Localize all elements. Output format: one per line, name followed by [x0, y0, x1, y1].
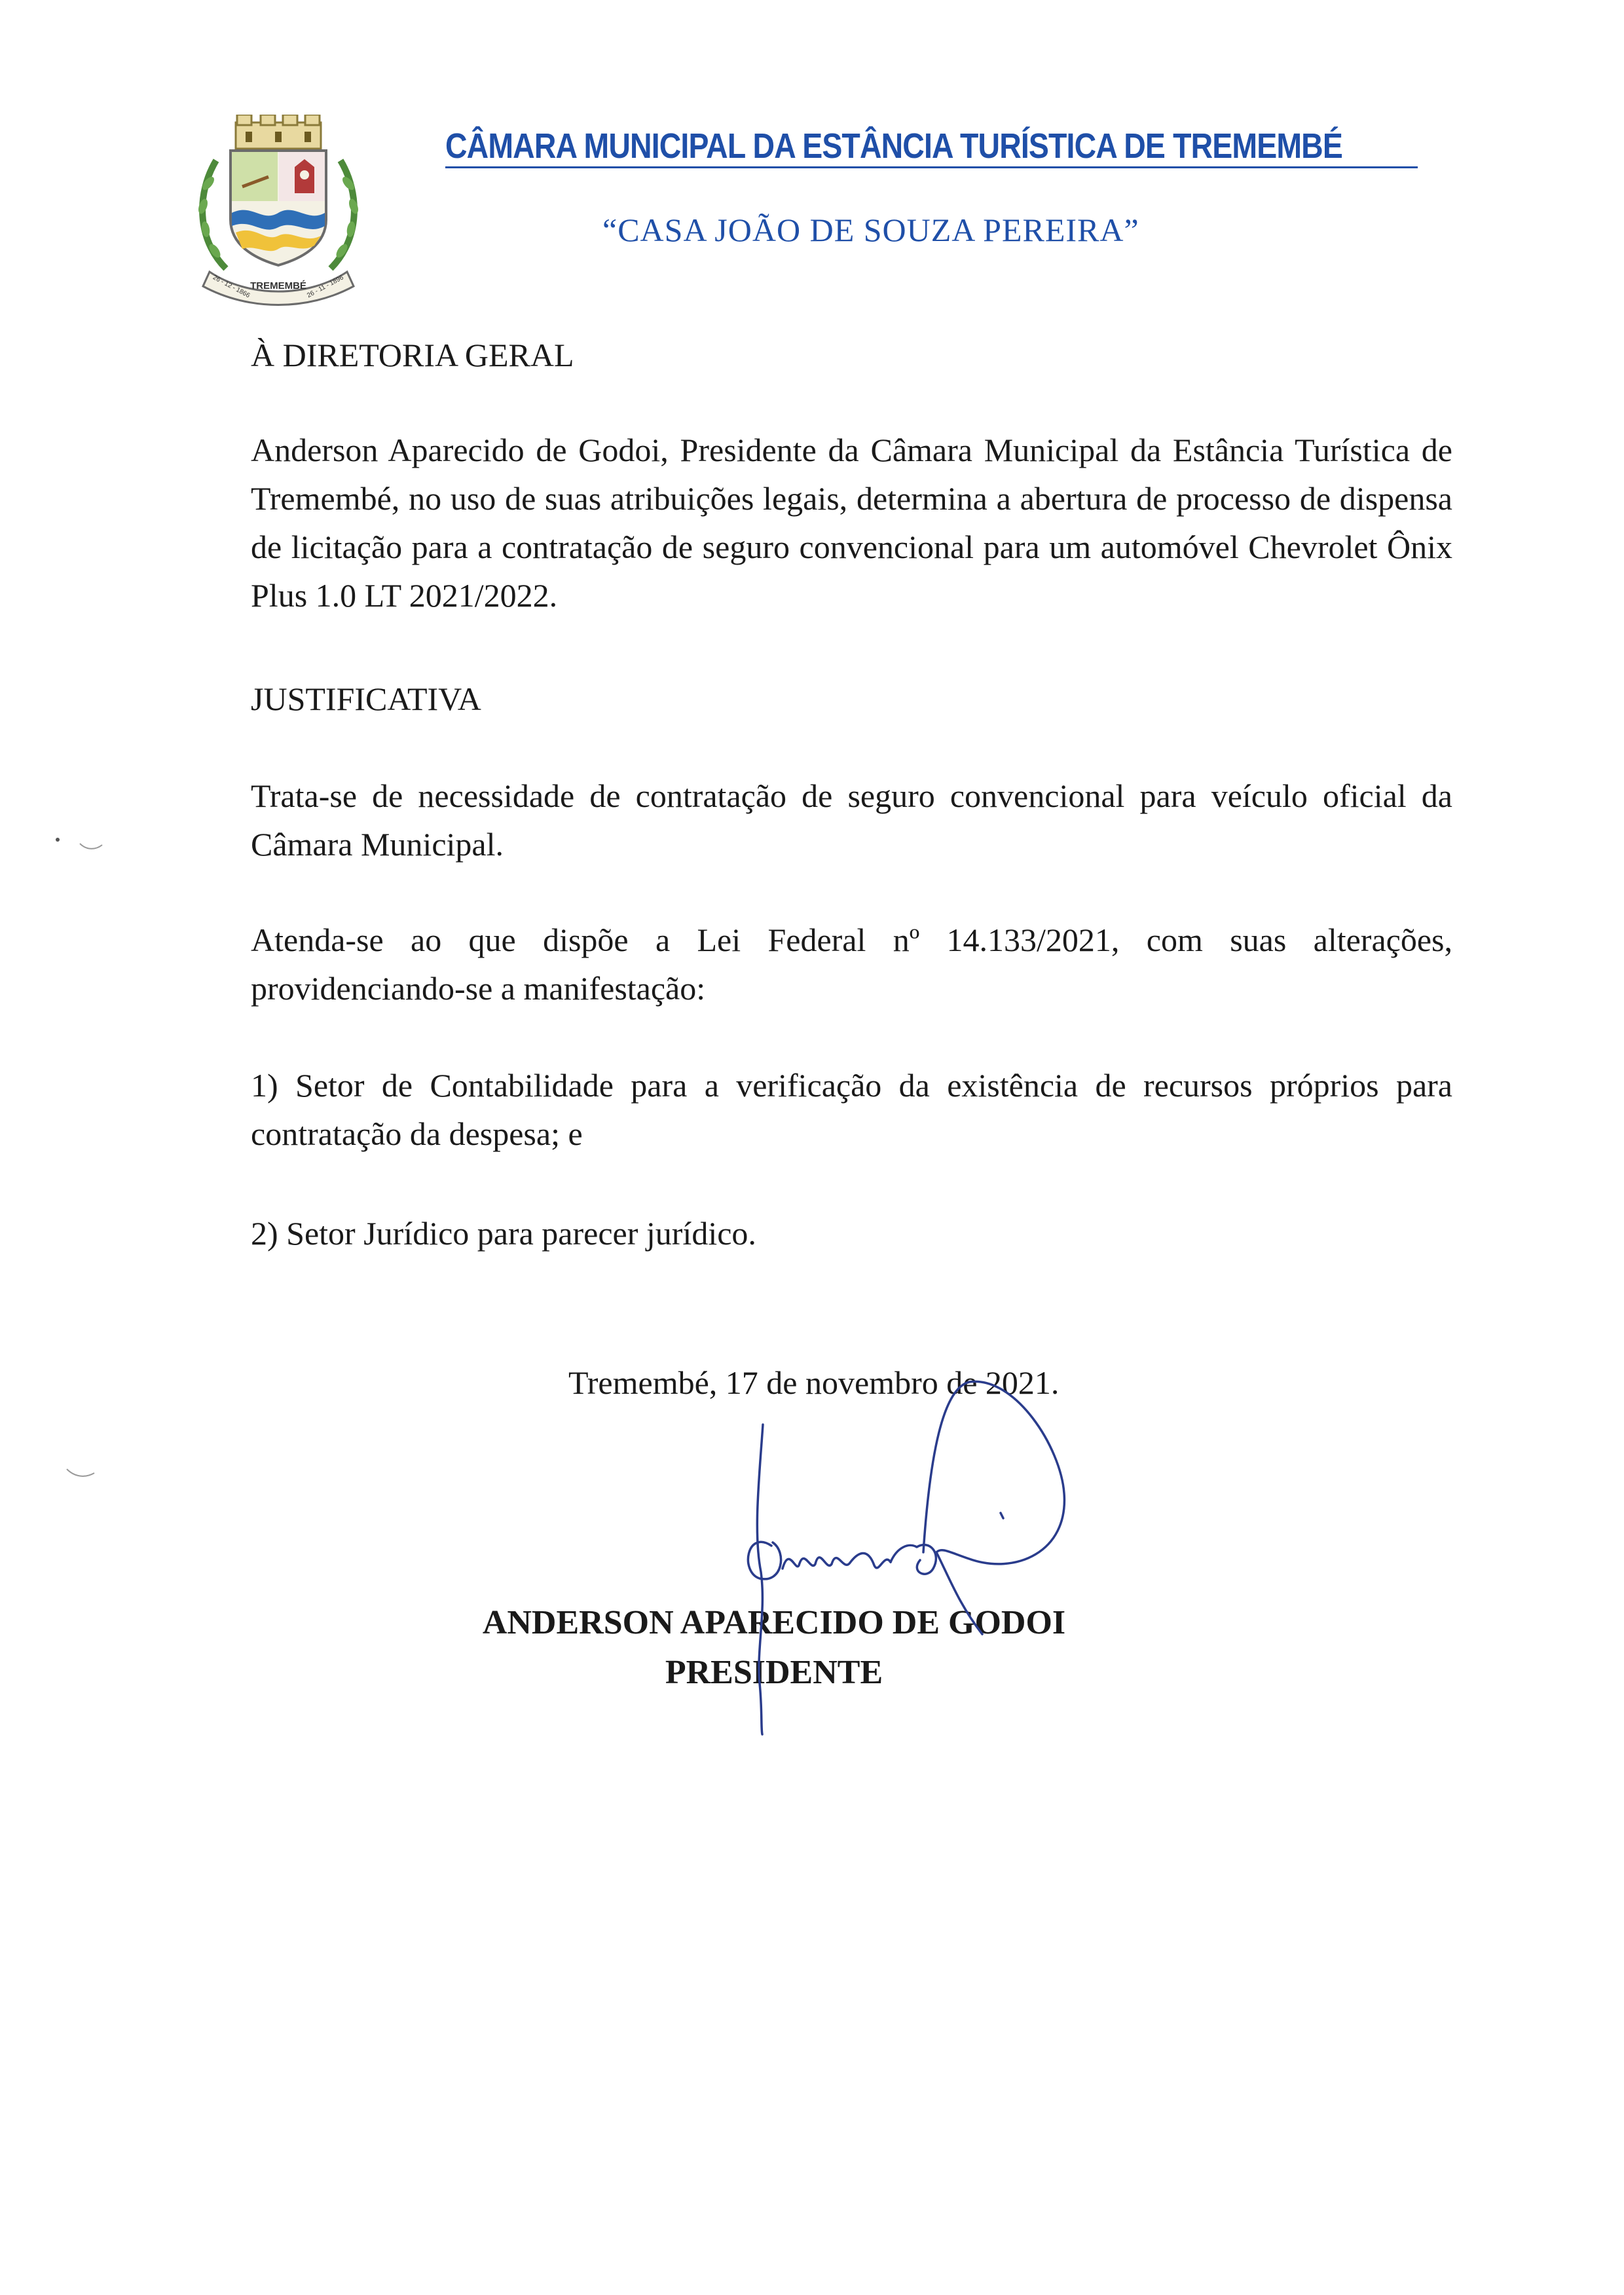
scan-artifact: [52, 832, 105, 858]
crest-banner-text: TREMEMBÉ: [250, 280, 306, 291]
title-underline: [445, 166, 1418, 168]
crest-date-right: 26 - 11 - 1896: [306, 274, 345, 300]
legal-basis-paragraph: Atenda-se ao que dispõe a Lei Federal nº 14.133/2021, com suas alterações, providenciando-se a manifestação:: [251, 922, 1452, 1007]
recipient-line: À DIRETORIA GERAL: [251, 337, 574, 373]
scan-artifact-2: [65, 1464, 105, 1483]
list-item-1: 1) Setor de Contabilidade para a verificação da existência de recursos próprios para contratação da despesa; e: [251, 1067, 1452, 1152]
justification-heading: JUSTIFICATIVA: [251, 681, 481, 717]
date-line: Tremembé, 17 de novembro de 2021.: [568, 1364, 1060, 1401]
signatory-name: ANDERSON APARECIDO DE GODOI: [482, 1604, 1066, 1641]
organization-title: CÂMARA MUNICIPAL DA ESTÂNCIA TURÍSTICA DE TREMEMBÉ: [445, 126, 1342, 166]
justification-paragraph: Trata-se de necessidade de contratação de seguro convencional para veículo oficial da Câmara Municipal.: [251, 777, 1452, 863]
intro-paragraph: Anderson Aparecido de Godoi, Presidente da Câmara Municipal da Estância Turística de Tremembé, no uso de suas atribuições legais, determina a abertura de processo de dispensa de licitação para a contratação de seguro convencional para um automóvel Chevrolet Ônix Plus 1.0 LT 2021/2022.: [251, 432, 1452, 614]
organization-subtitle: “CASA JOÃO DE SOUZA PEREIRA”: [602, 212, 1139, 248]
signatory-title: PRESIDENTE: [665, 1654, 883, 1691]
list-item-2: 2) Setor Jurídico para parecer jurídico.: [251, 1215, 756, 1252]
signature-icon: [733, 1375, 1100, 1742]
crest-date-left: 26 - 12 - 1866: [212, 274, 251, 300]
